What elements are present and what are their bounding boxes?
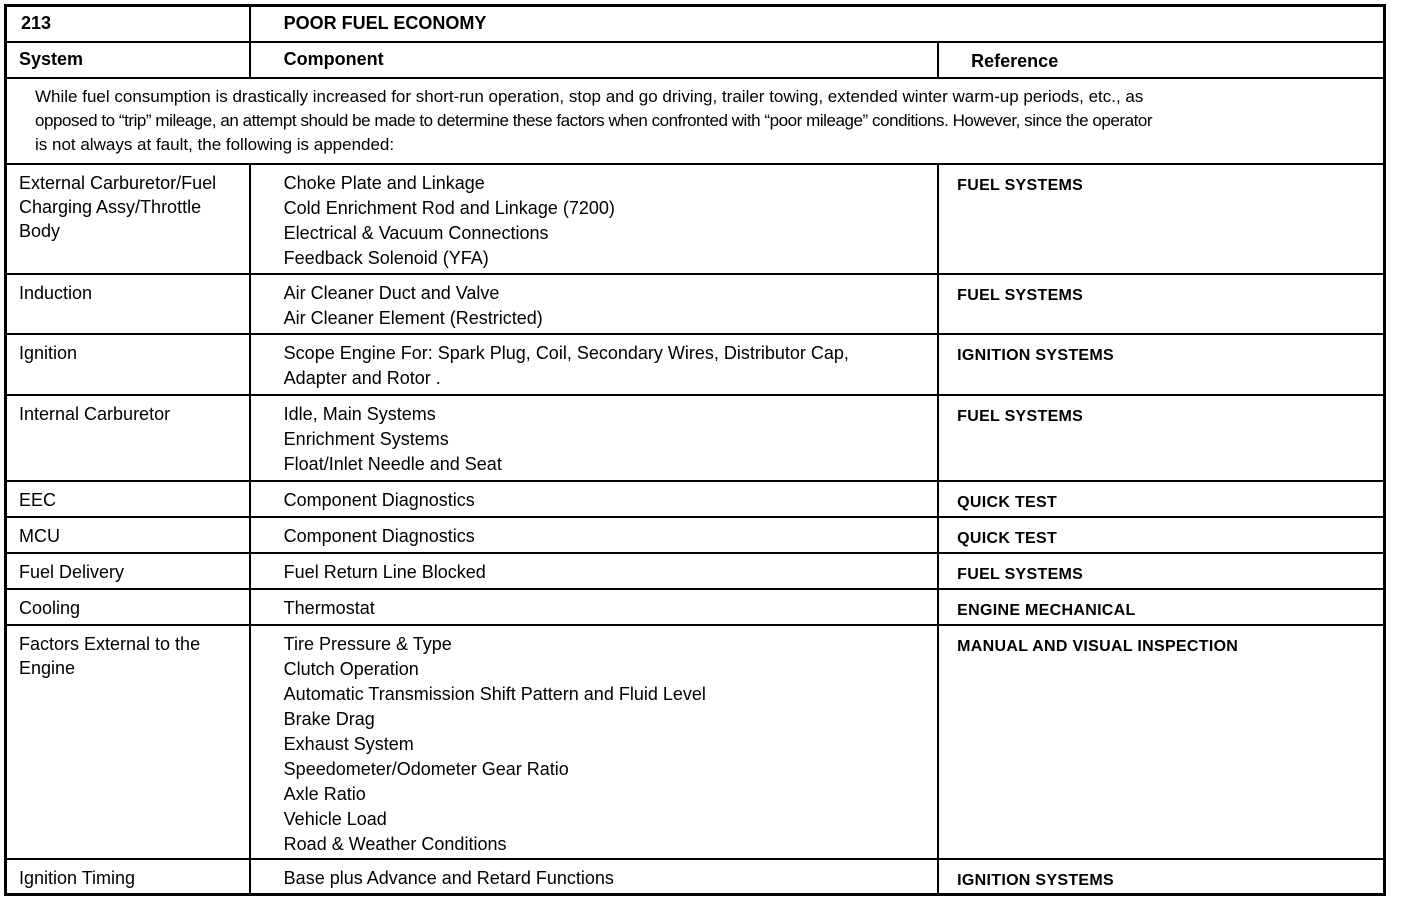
component-item: Scope Engine For: Spark Plug, Coil, Secondary Wires, Distributor Cap, xyxy=(283,342,849,363)
table-row xyxy=(6,334,1385,395)
component-cell xyxy=(250,625,938,859)
component-item: Speedometer/Odometer Gear Ratio xyxy=(283,758,569,779)
component-item: Idle, Main Systems xyxy=(283,403,436,424)
system-cell xyxy=(6,553,250,589)
component-item: Axle Ratio xyxy=(283,783,366,804)
component-cell xyxy=(250,334,938,395)
table-row xyxy=(6,589,1385,625)
component-item: Component Diagnostics xyxy=(283,489,475,510)
component-item: Air Cleaner Element (Restricted) xyxy=(283,307,543,328)
component-cell xyxy=(250,164,938,274)
system-name: Internal Carburetor xyxy=(19,403,171,424)
component-cell xyxy=(250,859,938,895)
reference-cell: FUEL SYSTEMS xyxy=(938,553,1384,589)
component-item: Base plus Advance and Retard Functions xyxy=(283,867,614,888)
component-item: Electrical & Vacuum Connections xyxy=(283,222,549,243)
system-cell xyxy=(6,164,250,274)
component-item: Feedback Solenoid (YFA) xyxy=(283,247,489,268)
component-item: Tire Pressure & Type xyxy=(283,633,452,654)
system-name: Ignition Timing xyxy=(19,867,136,888)
component-item: Brake Drag xyxy=(283,708,375,729)
table-row xyxy=(6,395,1385,481)
system-cell xyxy=(6,517,250,553)
component-item: Air Cleaner Duct and Valve xyxy=(283,282,500,303)
system-name: Fuel Delivery xyxy=(19,561,125,582)
component-cell xyxy=(250,517,938,553)
component-item: Choke Plate and Linkage xyxy=(283,172,485,193)
system-cell xyxy=(6,395,250,481)
column-header-reference: Reference xyxy=(938,42,1384,78)
system-cell xyxy=(6,274,250,334)
intro-line: opposed to “trip” mileage, an attempt should be made to determine these factors when confronted with “poor mileage” conditions. However, since the operator xyxy=(35,110,1153,130)
system-name: Induction xyxy=(19,282,93,303)
intro-paragraph xyxy=(6,78,1385,164)
table-row xyxy=(6,625,1385,859)
diagnostic-table xyxy=(4,4,1386,896)
reference-cell: QUICK TEST xyxy=(938,517,1384,553)
component-item: Fuel Return Line Blocked xyxy=(283,561,486,582)
system-name: Ignition xyxy=(19,342,78,363)
component-item: Component Diagnostics xyxy=(283,525,475,546)
component-item: Float/Inlet Needle and Seat xyxy=(283,453,502,474)
system-cell xyxy=(6,589,250,625)
system-name: Body xyxy=(19,220,61,241)
component-cell xyxy=(250,395,938,481)
system-cell xyxy=(6,859,250,895)
component-cell xyxy=(250,589,938,625)
component-cell xyxy=(250,274,938,334)
reference-cell: MANUAL AND VISUAL INSPECTION xyxy=(938,625,1384,859)
component-item: Enrichment Systems xyxy=(283,428,449,449)
column-header-component: Component xyxy=(250,42,938,78)
reference-cell: QUICK TEST xyxy=(938,481,1384,517)
table-row xyxy=(6,859,1385,895)
reference-cell: IGNITION SYSTEMS xyxy=(938,859,1384,895)
column-header-row xyxy=(6,42,1385,78)
system-name: EEC xyxy=(19,489,57,510)
component-cell xyxy=(250,481,938,517)
system-cell xyxy=(6,481,250,517)
system-name: Factors External to the xyxy=(19,633,201,654)
component-item: Cold Enrichment Rod and Linkage (7200) xyxy=(283,197,615,218)
section-title: POOR FUEL ECONOMY xyxy=(250,6,1385,42)
system-name: External Carburetor/Fuel xyxy=(19,172,217,193)
component-item: Vehicle Load xyxy=(283,808,387,829)
component-item: Thermostat xyxy=(283,597,375,618)
system-name: Cooling xyxy=(19,597,81,618)
intro-line: While fuel consumption is drastically increased for short-run operation, stop and go driving, trailer towing, extended winter warm-up periods, etc., as xyxy=(35,86,1144,106)
reference-cell: FUEL SYSTEMS xyxy=(938,164,1384,274)
column-header-system: System xyxy=(6,42,250,78)
intro-row xyxy=(6,78,1385,164)
reference-cell: FUEL SYSTEMS xyxy=(938,274,1384,334)
system-name: MCU xyxy=(19,525,60,546)
table-row xyxy=(6,553,1385,589)
table-row xyxy=(6,274,1385,334)
system-cell xyxy=(6,334,250,395)
section-number: 213 xyxy=(6,6,250,42)
table-row xyxy=(6,481,1385,517)
system-name: Charging Assy/Throttle xyxy=(19,196,202,217)
component-item: Automatic Transmission Shift Pattern and Fluid Level xyxy=(283,683,706,704)
component-item: Road & Weather Conditions xyxy=(283,833,507,854)
reference-cell: FUEL SYSTEMS xyxy=(938,395,1384,481)
intro-line: is not always at fault, the following is appended: xyxy=(35,134,395,154)
component-item: Adapter and Rotor . xyxy=(283,367,441,388)
system-cell xyxy=(6,625,250,859)
title-row xyxy=(6,6,1385,42)
reference-cell: ENGINE MECHANICAL xyxy=(938,589,1384,625)
reference-cell: IGNITION SYSTEMS xyxy=(938,334,1384,395)
system-name: Engine xyxy=(19,657,76,678)
component-item: Clutch Operation xyxy=(283,658,419,679)
table-row xyxy=(6,164,1385,274)
component-item: Exhaust System xyxy=(283,733,414,754)
table-row xyxy=(6,517,1385,553)
component-cell xyxy=(250,553,938,589)
